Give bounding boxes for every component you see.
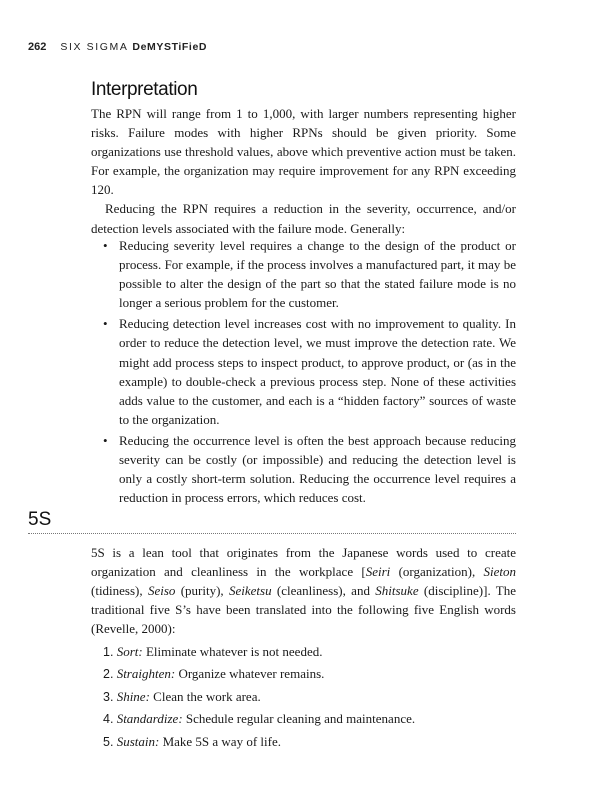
item-number: 4.	[103, 712, 114, 727]
item-number: 1.	[103, 645, 114, 659]
intro-text: 5S is a lean tool that originates from the Japanese words used to create organization and cleanliness in the workplace [	[91, 545, 516, 580]
list-item	[103, 663, 516, 685]
list-item	[103, 708, 516, 730]
interpretation-paragraph-2: Reducing the RPN requires a reduction in the severity, occurrence, and/or detection levels associated with the failure mode. Generally:	[91, 201, 516, 236]
item-term: Sort:	[116, 644, 143, 659]
item-term: Sustain:	[116, 733, 160, 749]
bullet-item	[103, 236, 516, 312]
five-s-heading: 5S	[28, 509, 52, 530]
five-s-intro-paragraph	[91, 543, 516, 638]
five-s-body	[91, 543, 516, 638]
rpn-bullet-list	[103, 236, 516, 509]
intro-text: (cleanliness), and	[271, 583, 376, 599]
term-shitsuke: Shitsuke	[375, 583, 419, 599]
item-term: Standardize:	[116, 711, 183, 727]
bullet-dot: •	[103, 316, 108, 332]
list-item	[103, 686, 516, 708]
intro-text: (purity),	[175, 583, 229, 599]
bullet-dot: •	[103, 238, 108, 253]
term-seiri: Seiri	[365, 564, 391, 580]
term-seiso: Seiso	[147, 583, 176, 599]
page-number: 262	[28, 41, 47, 53]
bullet-item	[103, 314, 516, 429]
interpretation-heading: Interpretation	[91, 79, 198, 100]
term-seiketsu: Seiketsu	[229, 583, 272, 599]
interpretation-paragraph-1: The RPN will range from 1 to 1,000, with larger numbers representing higher risks. Failure modes with higher RPNs should be given priority. Some organizations use threshold values, above which preventive action must be taken. For example, the organization may require improvement for any RPN exceeding 120.	[91, 106, 516, 198]
item-term: Shine:	[116, 688, 150, 704]
interpretation-body	[91, 104, 516, 238]
book-title-styled: DeMYSTiFieD	[132, 41, 208, 53]
item-number: 2.	[103, 667, 114, 682]
five-s-list	[103, 641, 516, 753]
intro-text: (organization),	[390, 564, 484, 580]
book-title-plain: SIX SIGMA	[60, 41, 133, 53]
bullet-text: Reducing severity level requires a change to the design of the product or process. For example, if the process involves a manufactured part, it may be possible to alter the design of the part so that the stated failure mode is no longer a serious problem for the customer.	[119, 238, 516, 311]
item-text: Schedule regular cleaning and maintenance.	[182, 711, 416, 727]
item-text: Eliminate whatever is not needed.	[142, 644, 323, 659]
list-item	[103, 641, 516, 663]
bullet-text: Reducing detection level increases cost with no improvement to quality. In order to reduce the detection level, we must improve the detection rate. We might add process steps to inspect product, to approve product, or (as in the example) to double-check a previous process step. None of these activities adds value to the customer, and each is a “hidden factory” sources of waste to the organization.	[119, 316, 516, 427]
term-sieton: Sieton	[483, 564, 516, 580]
bullet-dot: •	[103, 432, 108, 448]
item-text: Clean the work area.	[149, 688, 261, 704]
item-number: 3.	[103, 689, 114, 704]
item-term: Straighten:	[116, 666, 176, 682]
bullet-item	[103, 431, 516, 507]
item-text: Organize whatever remains.	[175, 666, 325, 682]
item-number: 5.	[103, 734, 114, 749]
list-item	[103, 731, 516, 753]
intro-text: (discipline)]. The traditional five S’s have been translated into the following five English words (Revelle, 2000):	[91, 583, 516, 637]
running-head	[28, 41, 207, 53]
section-divider	[28, 533, 516, 534]
item-text: Make 5S a way of life.	[159, 733, 281, 749]
intro-text: (tidiness),	[91, 583, 148, 599]
bullet-text: Reducing the occurrence level is often the best approach because reducing severity can be costly (or impossible) and reducing the detection level is only a costly short-term solution. Reducing the occurrence level requires a reduction in process errors, which reduces cost.	[119, 432, 516, 506]
book-title	[60, 41, 207, 53]
